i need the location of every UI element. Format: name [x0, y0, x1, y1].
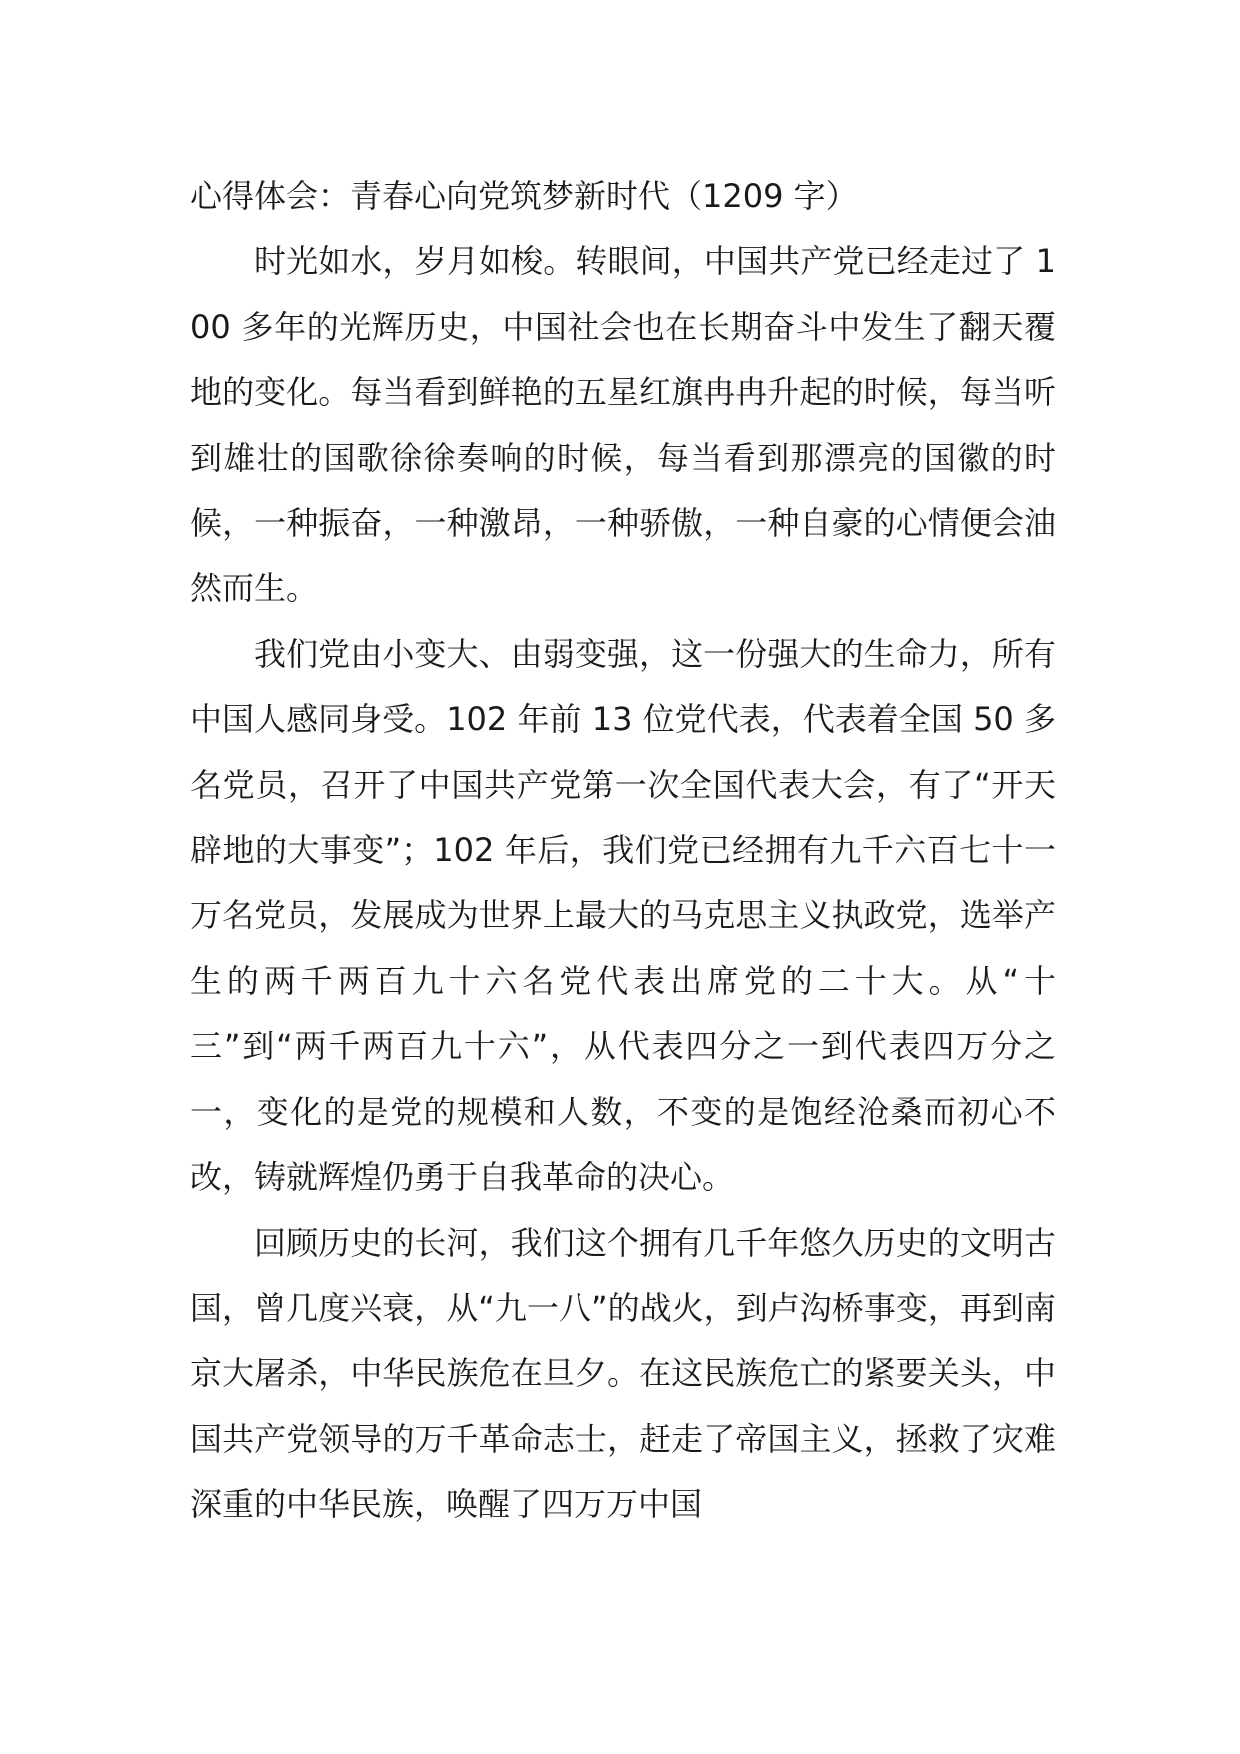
paragraph-2: 我们党由小变大、由弱变强，这一份强大的生命力，所有中国人感同身受。102 年前 13 位党代表，代表着全国 50 多名党员，召开了中国共产党第一次全国代表大会，有了“开天辟地的大事变”；102 年后，我们党已经拥有九千六百七十一万名党员，发展成为世界上最大的马克思主义执政党，选举产生的两千两百九十六名党代表出席党的二十大。从“十三”到“两千两百九十六”，从代表四分之一到代表四万分之一，变化的是党的规模和人数，不变的是饱经沧桑而初心不改，铸就辉煌仍勇于自我革命的决心。 [190, 634, 1056, 1197]
document-title: 心得体会：青春心向党筑梦新时代（1209 字） [190, 177, 858, 215]
document-page [190, 164, 1056, 1538]
paragraph-1: 时光如水，岁月如梭。转眼间，中国共产党已经走过了 100 多年的光辉历史，中国社会也在长期奋斗中发生了翻天覆地的变化。每当看到鲜艳的五星红旗冉冉升起的时候，每当听到雄壮的国歌徐徐奏响的时候，每当看到那漂亮的国徽的时候，一种振奋，一种激昂，一种骄傲，一种自豪的心情便会油然而生。 [190, 242, 1056, 608]
paragraph-3: 回顾历史的长河，我们这个拥有几千年悠久历史的文明古国，曾几度兴衰，从“九一八”的战火，到卢沟桥事变，再到南京大屠杀，中华民族危在旦夕。在这民族危亡的紧要关头，中国共产党领导的万千革命志士，赶走了帝国主义，拯救了灾难深重的中华民族，唤醒了四万万中国 [190, 1223, 1056, 1524]
